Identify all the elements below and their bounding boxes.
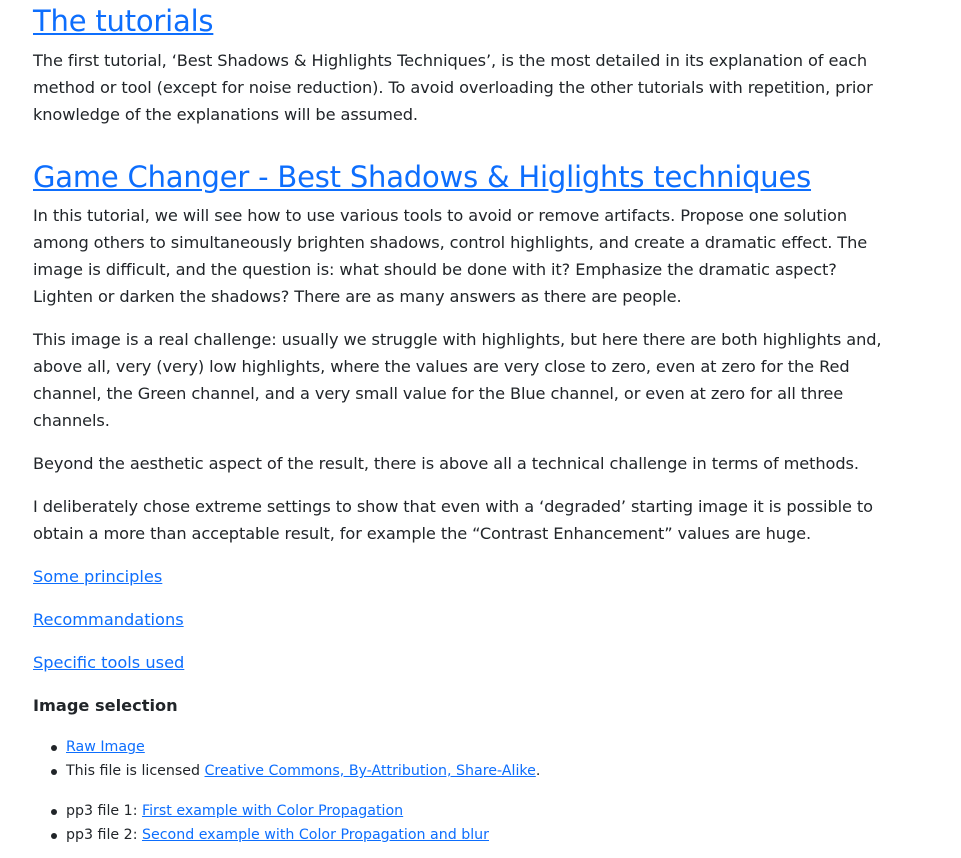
- license-suffix-text: .: [535, 763, 541, 779]
- list-item: [66, 799, 489, 823]
- tools-link-row: [33, 649, 184, 676]
- pp3-1-prefix-text: pp3 file 1:: [66, 803, 142, 819]
- tutorials-intro-paragraph: The first tutorial, ‘Best Shadows & Highlights Techniques’, is the most detailed in its explanation of each method or tool (except for noise reduction). To avoid overloading the other tutorials with repetition, prior knowledge of the explanations will be assumed.: [33, 51, 873, 124]
- image-selection-heading: Image selection: [33, 696, 178, 715]
- image-list: [66, 735, 540, 783]
- pp3-file-2-link[interactable]: Second example with Color Propagation and blur: [141, 827, 490, 843]
- license-link[interactable]: Creative Commons, By-Attribution, Share-Alike: [204, 763, 536, 779]
- recommandations-link-row: [33, 606, 184, 633]
- game-changer-paragraph-4: I deliberately chose extreme settings to show that even with a ‘degraded’ starting image it is possible to obtain a more than acceptable result, for example the “Contrast Enhancement” values are huge.: [33, 497, 873, 543]
- game-changer-paragraph-3: Beyond the aesthetic aspect of the result, there is above all a technical challenge in terms of methods.: [33, 454, 859, 473]
- raw-image-link[interactable]: Raw Image: [66, 739, 145, 755]
- license-prefix-text: This file is licensed: [66, 763, 205, 779]
- tutorials-heading[interactable]: [33, 3, 213, 39]
- game-changer-paragraph-2: This image is a real challenge: usually we struggle with highlights, but here there are both highlights and, above all, very (very) low highlights, where the values are very close to zero, even at zero for the Red channel, the Green channel, and a very small value for the Blue channel, or even at zero for all three channels.: [33, 330, 882, 430]
- pp3-file-1-link[interactable]: First example with Color Propagation: [141, 803, 404, 819]
- game-changer-heading[interactable]: [33, 159, 811, 195]
- list-item: [66, 735, 540, 759]
- some-principles-link[interactable]: Some principles: [33, 567, 163, 586]
- pp3-2-prefix-text: pp3 file 2:: [66, 827, 142, 843]
- principles-link-row: [33, 563, 162, 590]
- tutorials-heading-link[interactable]: The tutorials: [33, 4, 214, 38]
- recommandations-link[interactable]: Recommandations: [33, 610, 184, 629]
- game-changer-heading-link[interactable]: Game Changer - Best Shadows & Higlights techniques: [33, 160, 812, 194]
- specific-tools-link[interactable]: Specific tools used: [33, 653, 185, 672]
- pp3-list: [66, 799, 489, 847]
- game-changer-paragraph-1: In this tutorial, we will see how to use various tools to avoid or remove artifacts. Propose one solution among others to simultaneously brighten shadows, control highlights, and create a dramatic effect. The image is difficult, and the question is: what should be done with it? Emphasize the dramatic aspect? Lighten or darken the shadows? There are as many answers as there are people.: [33, 206, 868, 306]
- list-item: [66, 759, 540, 783]
- list-item: [66, 823, 489, 847]
